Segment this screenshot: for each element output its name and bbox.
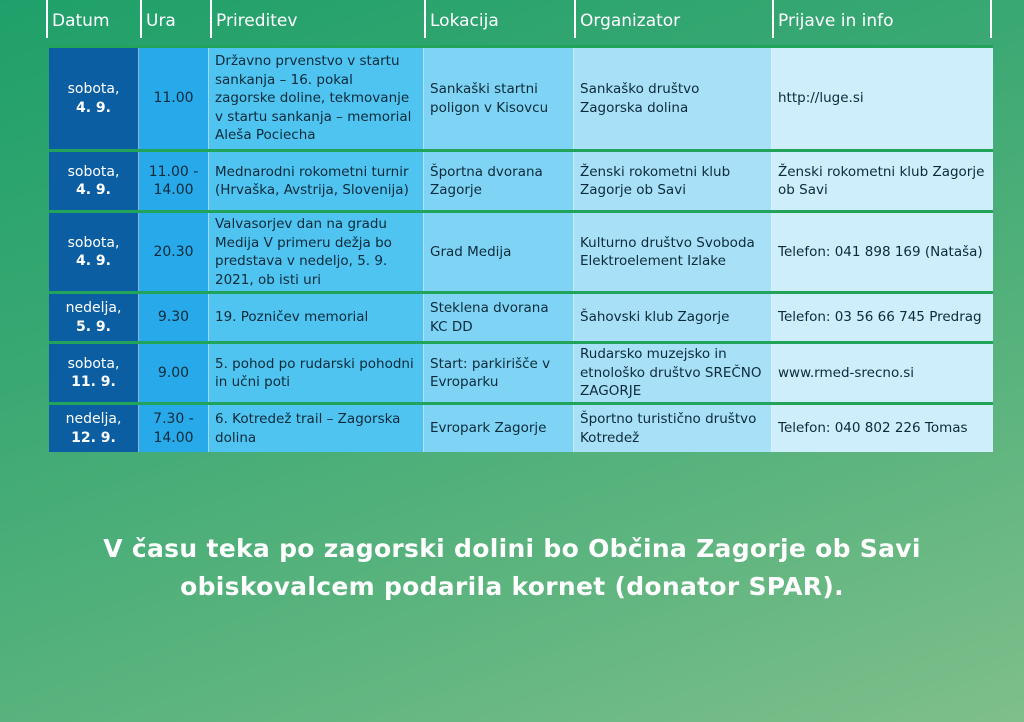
- location-cell: Športna dvorana Zagorje: [424, 152, 574, 210]
- info-cell: Telefon: 040 802 226 Tomas: [772, 405, 993, 452]
- footer-line-2: obiskovalcem podarila kornet (donator SPAR).: [180, 572, 844, 601]
- table-row: [49, 149, 993, 210]
- organizer-cell: Rudarsko muzejsko in etnološko društvo SREČNO ZAGORJE: [574, 344, 772, 402]
- location-cell: Evropark Zagorje: [424, 405, 574, 452]
- event-cell: Državno prvenstvo v startu sankanja – 16. pokal zagorske doline, tekmovanje v startu sankanja – memorial Aleša Pociecha: [209, 48, 424, 149]
- info-cell: Telefon: 041 898 169 (Nataša): [772, 213, 993, 291]
- info-cell: Telefon: 03 56 66 745 Predrag: [772, 294, 993, 341]
- organizer-cell: Kulturno društvo Svoboda Elektroelement Izlake: [574, 213, 772, 291]
- date-label: 12. 9.: [71, 429, 116, 446]
- date-label: 5. 9.: [76, 318, 111, 335]
- date-label: 4. 9.: [76, 253, 111, 269]
- event-cell: 5. pohod po rudarski pohodni in učni poti: [209, 344, 424, 402]
- event-cell: 6. Kotredež trail – Zagorska dolina: [209, 405, 424, 452]
- table-row: [49, 291, 993, 341]
- organizer-cell: Športno turistično društvo Kotredež: [574, 405, 772, 452]
- time-cell: 20.30: [139, 213, 209, 291]
- organizer-cell: Šahovski klub Zagorje: [574, 294, 772, 341]
- date-cell: [49, 213, 139, 291]
- location-cell: Steklena dvorana KC DD: [424, 294, 574, 341]
- header-prijave: Prijave in info: [778, 11, 894, 31]
- organizer-cell: Sankaško društvo Zagorska dolina: [574, 48, 772, 149]
- header-ura: Ura: [146, 11, 176, 31]
- events-table: [49, 45, 993, 452]
- date-label: 4. 9.: [76, 182, 111, 198]
- footer-note: [0, 530, 1024, 606]
- header-divider: [990, 0, 992, 38]
- date-cell: [49, 48, 139, 149]
- info-cell: www.rmed-srecno.si: [772, 344, 993, 402]
- day-label: sobota,: [67, 355, 120, 372]
- header-datum: Datum: [52, 11, 110, 31]
- day-label: sobota,: [67, 81, 120, 97]
- footer-line-1: V času teka po zagorski dolini bo Občina Zagorje ob Savi: [103, 534, 921, 563]
- event-cell: Mednarodni rokometni turnir (Hrvaška, Avstrija, Slovenija): [209, 152, 424, 210]
- organizer-cell: Ženski rokometni klub Zagorje ob Savi: [574, 152, 772, 210]
- date-cell: [49, 405, 139, 452]
- header-organizator: Organizator: [580, 11, 681, 31]
- date-label: 4. 9.: [76, 99, 111, 116]
- table-header: [0, 0, 1024, 40]
- day-label: sobota,: [67, 234, 120, 251]
- event-cell: 19. Pozničev memorial: [209, 294, 424, 341]
- location-cell: Grad Medija: [424, 213, 574, 291]
- table-row: [49, 210, 993, 291]
- location-cell: Sankaški startni poligon v Kisovcu: [424, 48, 574, 149]
- table-row: [49, 48, 993, 149]
- date-cell: [49, 294, 139, 341]
- time-cell: 11.00 - 14.00: [139, 152, 209, 210]
- day-label: nedelja,: [65, 411, 122, 427]
- date-label: 11. 9.: [71, 374, 116, 390]
- date-cell: [49, 344, 139, 402]
- event-cell: Valvasorjev dan na gradu Medija V primeru dežja bo predstava v nedeljo, 5. 9. 2021, ob isti uri: [209, 213, 424, 291]
- header-lokacija: Lokacija: [430, 11, 499, 31]
- header-prireditev: Prireditev: [216, 11, 298, 31]
- info-cell: http://luge.si: [772, 48, 993, 149]
- info-cell: Ženski rokometni klub Zagorje ob Savi: [772, 152, 993, 210]
- table-row: [49, 402, 993, 452]
- date-cell: [49, 152, 139, 210]
- day-label: nedelja,: [65, 300, 122, 316]
- time-cell: 9.30: [139, 294, 209, 341]
- table-row: [49, 341, 993, 402]
- day-label: sobota,: [67, 163, 120, 180]
- time-cell: 11.00: [139, 48, 209, 149]
- time-cell: 9.00: [139, 344, 209, 402]
- time-cell: 7.30 - 14.00: [139, 405, 209, 452]
- location-cell: Start: parkirišče v Evroparku: [424, 344, 574, 402]
